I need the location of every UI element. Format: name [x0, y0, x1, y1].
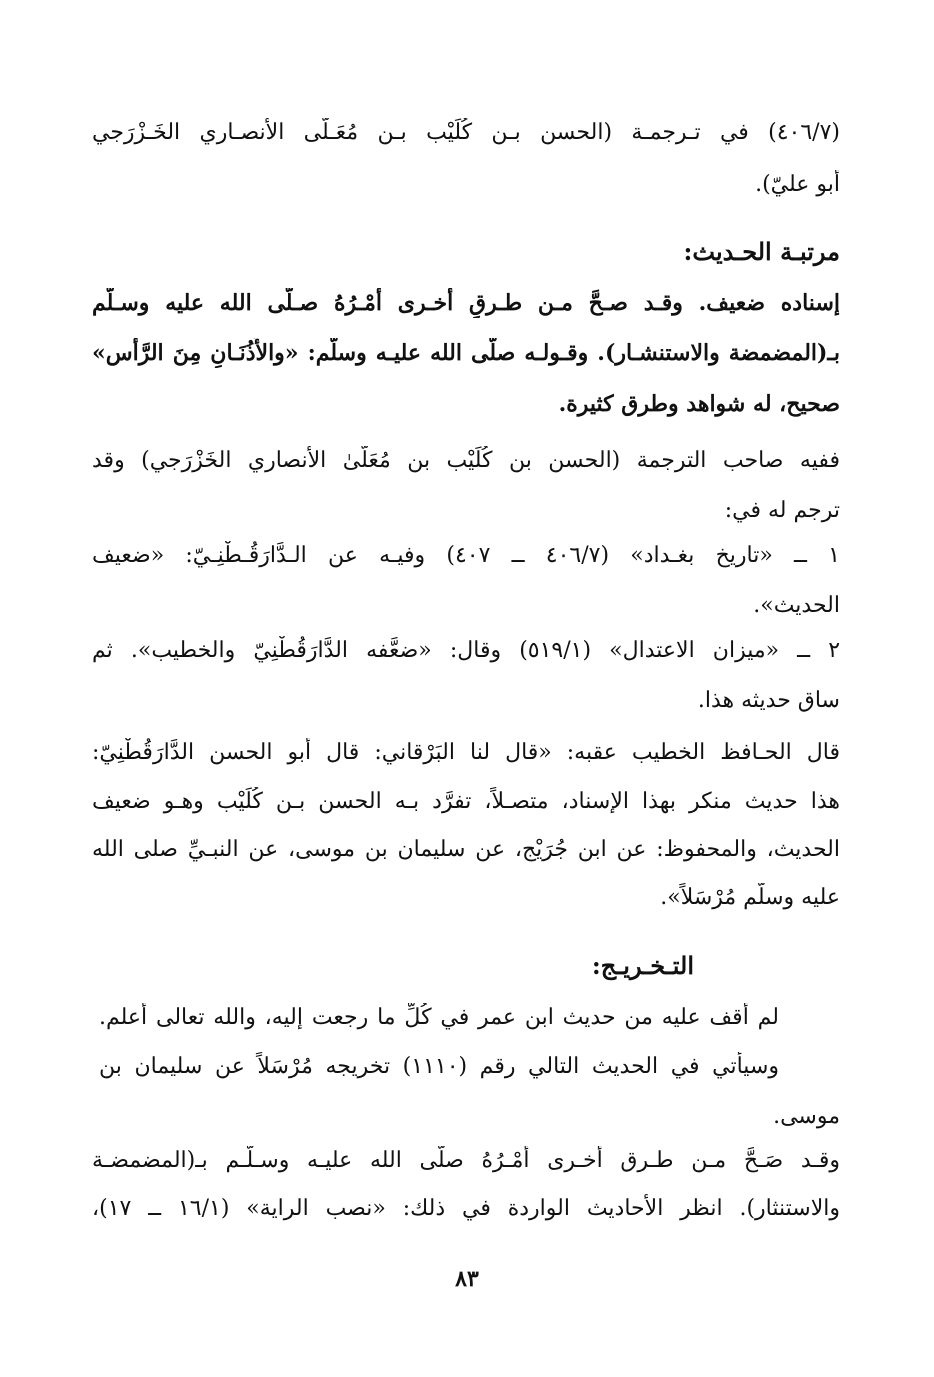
- text-line: والاستنثار). انظر الأحاديث الواردة في ذلك: «نصب الراية» (١٦/١ ــ ١٧)،: [92, 1196, 840, 1221]
- text-line: وقـد صَـحَّ مـن طـرق أخـرى أَمْـرُهُ صلَّى الله عليـه وسـلَّـم بـ(المضمضـة: [92, 1148, 840, 1173]
- list-item-line: ١ ــ «تاريخ بغـداد» (٤٠٦/٧ ــ ٤٠٧) وفيـه عن الـدَّارَقُـطْنِـيّ: «ضعيف: [92, 543, 840, 568]
- text-line: عليه وسلَّم مُرْسَلاً».: [660, 885, 840, 910]
- text-line: الحديث، والمحفوظ: عن ابن جُرَيْج، عن سليمان بن موسى، عن النبـيِّ صلى الله: [92, 837, 840, 862]
- text-line: هذا حديث منكر بهذا الإسناد، متصـلاً، تفرَّد بـه الحسن بـن كُلَيْب وهـو ضعيف: [92, 789, 840, 814]
- list-item-line: الحديث».: [753, 593, 840, 618]
- section-heading-rank: مرتبـة الحـديث:: [683, 237, 840, 266]
- page-number: ٨٣: [455, 1266, 479, 1292]
- list-item-line: ساق حديثه هذا.: [697, 688, 840, 713]
- section-heading-takhrij: التـخـريـج:: [591, 951, 694, 980]
- text-line: لم أقف عليه من حديث ابن عمر في كُلِّ ما رجعت إليه، والله تعالى أعلم.: [99, 1005, 779, 1030]
- text-line: وسيأتي في الحديث التالي رقم (١١١٠) تخريجه مُرْسَلاً عن سليمان بن: [99, 1054, 779, 1079]
- text-line: قال الحـافظ الخطيب عقبه: «قال لنا البَرْقاني: قال أبو الحسن الدَّارَقُطْنِيّ:: [92, 740, 840, 765]
- text-line: بـ(المضمضة والاستنشـار). وقـولـه صلَّى الله عليـه وسلَّم: «والأُذُنَـانِ مِنَ الرَّأْس»: [92, 340, 840, 366]
- text-line: إسناده ضعيف. وقـد صـحَّ مـن طـرقٍ أخـرى أَمْـرُهُ صـلَّى الله عليه وسـلَّم: [92, 290, 840, 316]
- text-line: موسى.: [773, 1104, 840, 1129]
- text-line: ترجم له في:: [724, 498, 840, 523]
- text-line: (٤٠٦/٧) في تـرجمـة (الحسن بـن كُلَيْب بـن مُعَـلَّى الأنصـاري الخَـزْرَجي: [92, 120, 840, 145]
- text-line: صحيح، له شواهد وطرق كثيرة.: [558, 391, 840, 417]
- text-line: ففيه صاحب الترجمة (الحسن بن كُلَيْب بن مُعَلَّىٰ الأنصاري الخَزْرَجي) وقد: [92, 448, 840, 473]
- list-item-line: ٢ ــ «ميزان الاعتدال» (٥١٩/١) وقال: «ضعَّفه الدَّارَقُطْنِيّ والخطيب». ثم: [92, 638, 840, 663]
- text-line: أبو عليّ).: [755, 172, 840, 197]
